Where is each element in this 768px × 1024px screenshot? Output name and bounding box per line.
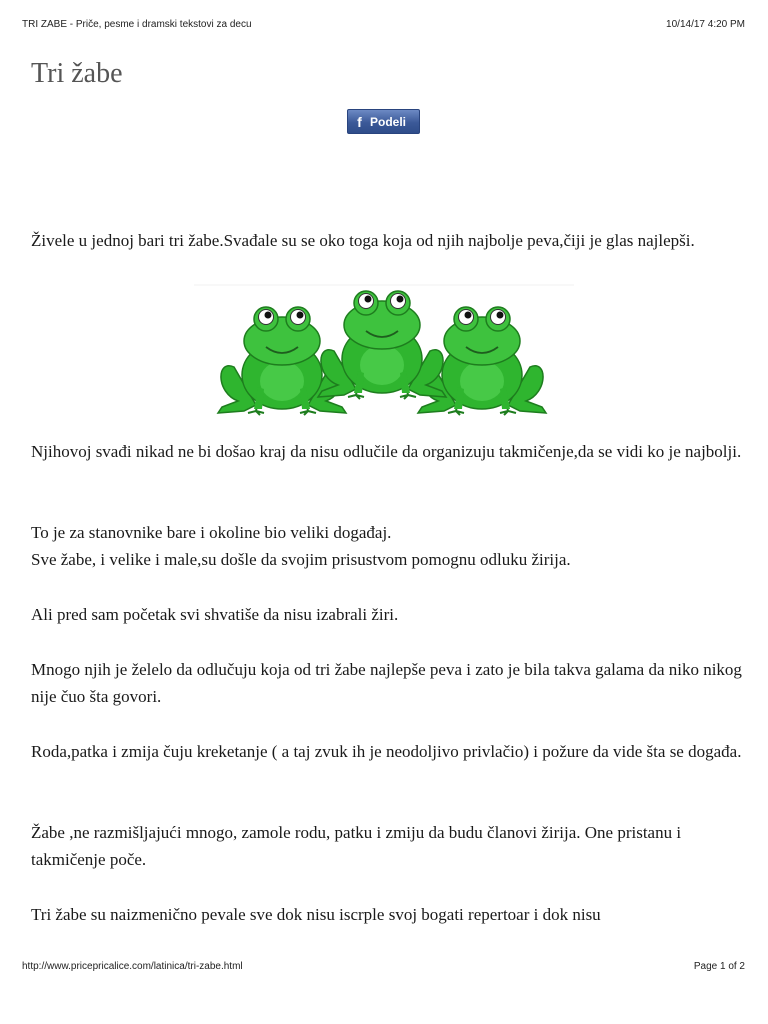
- story-paragraph: Sve žabe, i velike i male,su došle da svojim prisustvom pomognu odluku žirija.: [31, 550, 571, 569]
- footer-url: http://www.pricepricalice.com/latinica/tri-zabe.html: [22, 961, 243, 972]
- facebook-share-button[interactable]: [347, 109, 420, 134]
- story-paragraph: To je za stanovnike bare i okoline bio veliki događaj.: [31, 523, 392, 542]
- story-paragraph: Mnogo njih je želelo da odlučuju koja od tri žabe najlepše peva i zato je bila takva galama da niko nikog nije čuo šta govori.: [31, 660, 742, 706]
- story-paragraph: Roda,patka i zmija čuju kreketanje ( a taj zvuk ih je neodoljivo privlačio) i požure da vide šta se događa.: [31, 742, 742, 761]
- frogs-illustration: [194, 283, 574, 431]
- story-paragraph: Žabe ,ne razmišljajući mnogo, zamole rodu, patku i zmiju da budu članovi žirija. One pristanu i takmičenje poče.: [31, 823, 682, 869]
- print-footer: [22, 961, 745, 972]
- share-button-label: Podeli: [370, 114, 407, 129]
- frog-center: [318, 291, 446, 399]
- page-title: Tri žabe: [31, 58, 123, 89]
- footer-page-number: Page 1 of 2: [693, 961, 745, 972]
- story-paragraph: Ali pred sam početak svi shvatiše da nisu izabrali žiri.: [31, 605, 399, 624]
- header-document-title: TRI ZABE - Priče, pesme i dramski tekstovi za decu: [22, 19, 252, 30]
- story-paragraph: Tri žabe su naizmenično pevale sve dok nisu iscrple svoj bogati repertoar i dok nisu: [31, 905, 601, 924]
- story-paragraph: Živele u jednoj bari tri žabe.Svađale su se oko toga koja od njih najbolje peva,čiji je glas najlepši.: [31, 231, 695, 250]
- print-header: [22, 19, 745, 30]
- facebook-f-icon: f: [357, 113, 362, 130]
- story-paragraph: Njihovoj svađi nikad ne bi došao kraj da nisu odlučile da organizuju takmičenje,da se vidi ko je najbolji.: [31, 442, 742, 461]
- header-timestamp: 10/14/17 4:20 PM: [666, 19, 745, 30]
